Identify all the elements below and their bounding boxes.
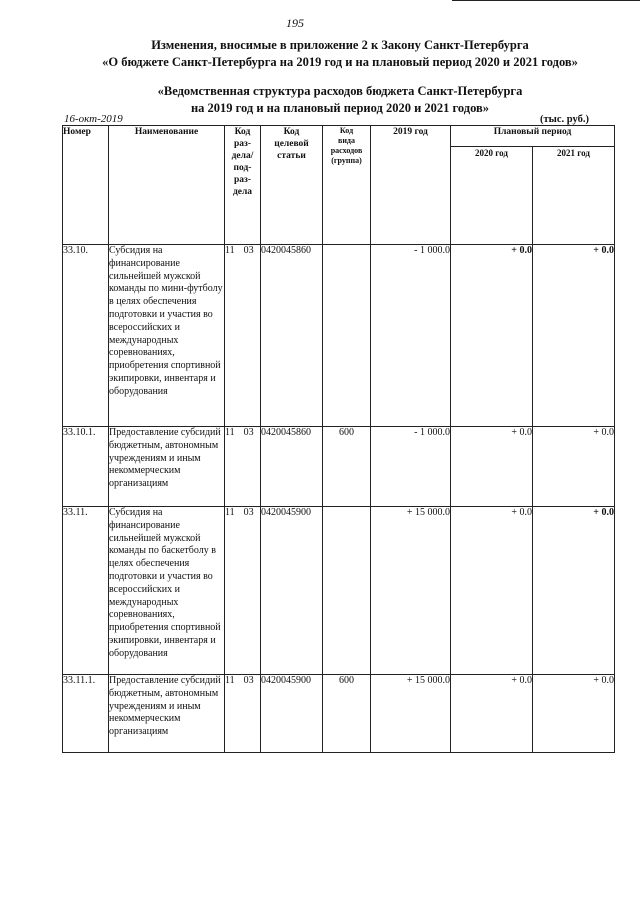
row-value-2020: + 0.0 [451,245,533,427]
header-target-line: статьи [277,151,306,161]
row-number: 33.10. [63,245,109,427]
row-value-2020: + 0.0 [451,675,533,753]
row-value-2019: - 1 000.0 [371,245,451,427]
header-year-2019: 2019 год [371,126,451,245]
header-planned-period: Плановый период [451,126,615,147]
row-value-2019: + 15 000.0 [371,675,451,753]
row-subsection: 03 [243,245,254,256]
row-name: Субсидия на финансирование сильнейшей мужской команды по мини-футболу в целях обеспечения подготовки и участия во всероссийских и международных соревнованиях, приобретения спортивной экипировки, инвентаря и оборудования [109,245,225,427]
header-section-line: раз- [233,139,251,149]
subtitle-line-1: «Ведомственная структура расходов бюджета Санкт-Петербурга [157,84,523,98]
row-value-2021: + 0.0 [533,675,615,753]
row-value-2019: - 1 000.0 [371,427,451,507]
header-section-code [225,126,261,245]
table-row [63,427,615,507]
document-date: 16-окт-2019 [64,113,123,125]
table-row [63,675,615,753]
header-number: Номер [63,126,109,245]
row-expense-type: 600 [323,675,371,753]
row-number: 33.10.1. [63,427,109,507]
table-row [63,245,615,427]
header-target-line: Код [283,127,300,137]
header-section-line: дела/ [231,151,254,161]
header-type-line: расходов [330,146,363,155]
header-year-2021: 2021 год [533,147,615,245]
header-year-2020: 2020 год [451,147,533,245]
subtitle-line-2: на 2019 год и на плановый период 2020 и 2021 годов» [190,101,490,115]
row-value-2021: + 0.0 [533,507,615,675]
document-title [60,37,620,71]
row-value-2020: + 0.0 [451,507,533,675]
row-target-code: 0420045860 [261,427,323,507]
header-type-line: (группа) [331,156,362,165]
row-subsection: 03 [243,675,254,686]
row-section-code [225,245,261,427]
row-value-2019: + 15 000.0 [371,507,451,675]
row-value-2020: + 0.0 [451,427,533,507]
row-number: 33.11. [63,507,109,675]
row-target-code: 0420045860 [261,245,323,427]
title-line-1: Изменения, вносимые в приложение 2 к Закону Санкт-Петербурга [151,38,529,52]
row-section: 11 [225,245,235,256]
header-section-line: дела [232,187,253,197]
row-name: Субсидия на финансирование сильнейшей мужской команды по баскетболу в целях обеспечения подготовки и участия во всероссийских и международных соревнованиях, приобретения спортивной экипировки, инвентаря и оборудования [109,507,225,675]
expense-table [62,125,615,753]
row-section: 11 [225,427,235,438]
row-name: Предоставление субсидий бюджетным, автономным учреждениям и иным некоммерческим организациям [109,427,225,507]
row-expense-type [323,507,371,675]
header-name: Наименование [109,126,225,245]
document-subtitle [60,83,620,117]
row-value-2021: + 0.0 [533,427,615,507]
header-section-line: Код [234,127,251,137]
row-value-2021: + 0.0 [533,245,615,427]
header-target-code [261,126,323,245]
page-number: 195 [286,16,304,30]
row-name: Предоставление субсидий бюджетным, автономным учреждениям и иным некоммерческим организациям [109,675,225,753]
row-section: 11 [225,507,235,518]
row-expense-type [323,245,371,427]
header-section-line: под- [233,163,252,173]
top-rule [452,0,640,1]
row-target-code: 0420045900 [261,675,323,753]
row-number: 33.11.1. [63,675,109,753]
header-type-line: Код [339,126,354,135]
title-line-2: «О бюджете Санкт-Петербурга на 2019 год и на плановый период 2020 и 2021 годов» [102,55,578,69]
row-target-code: 0420045900 [261,507,323,675]
row-expense-type: 600 [323,427,371,507]
header-type-line: вида [338,136,355,145]
table-row [63,507,615,675]
header-section-line: раз- [233,175,251,185]
row-section-code [225,675,261,753]
units-label: (тыс. руб.) [540,114,589,125]
row-subsection: 03 [243,427,254,438]
header-target-line: целевой [274,139,309,149]
header-expense-type [323,126,371,245]
row-subsection: 03 [243,507,254,518]
row-section-code [225,427,261,507]
row-section-code [225,507,261,675]
row-section: 11 [225,675,235,686]
